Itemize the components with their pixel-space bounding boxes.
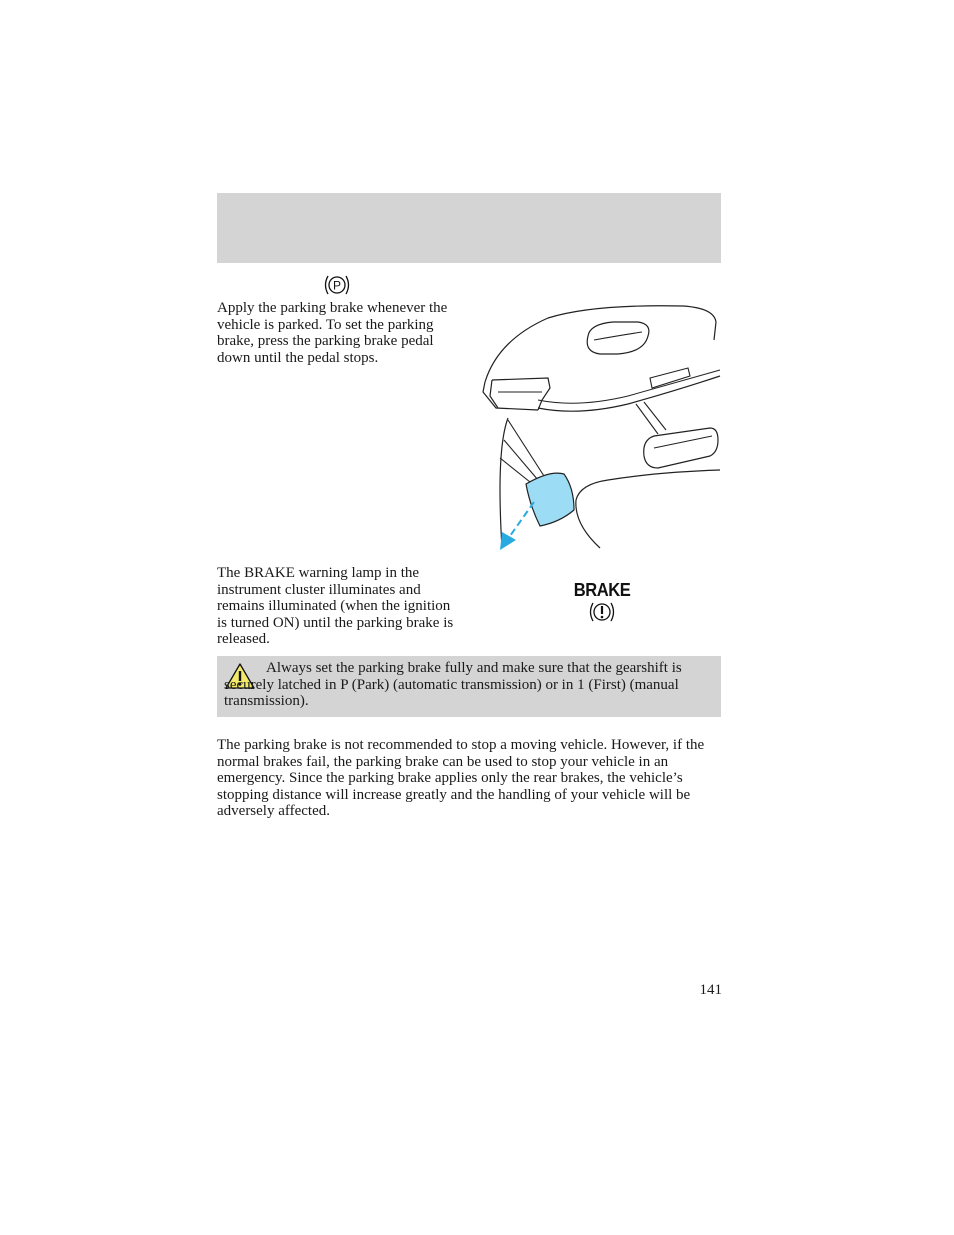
brake-lamp-label: BRAKE: [573, 580, 631, 600]
warning-text: Always set the parking brake fully and make sure that the gearshift is securely latched in P (Park) (automatic transmission) or in 1 (First) (manual transmission).: [224, 660, 682, 709]
brake-lamp-description: The BRAKE warning lamp in the instrument cluster illuminates and remains illuminated (when the ignition is turned ON) until the parking brake is released.: [217, 565, 454, 647]
parking-brake-icon: [322, 273, 352, 297]
page-number: 141: [699, 982, 722, 998]
parking-brake-instructions: Apply the parking brake whenever the vehicle is parked. To set the parking brake, press the parking brake pedal down until the pedal stops.: [217, 300, 448, 366]
brake-warning-icon: [588, 600, 616, 624]
emergency-use-paragraph: The parking brake is not recommended to stop a moving vehicle. However, if the normal brakes fail, the parking brake can be used to stop your vehicle in an emergency. Since the parking brake applies only the rear brakes, the vehicle’s stopping distance will increase greatly and the handling of your vehicle will be adversely affected.: [217, 737, 705, 819]
warning-box: [217, 656, 721, 717]
park-letter: P: [332, 278, 342, 293]
parking-brake-pedal-illustration: [478, 300, 722, 552]
brake-warning-lamp: [566, 580, 638, 628]
header-band: [217, 193, 721, 263]
